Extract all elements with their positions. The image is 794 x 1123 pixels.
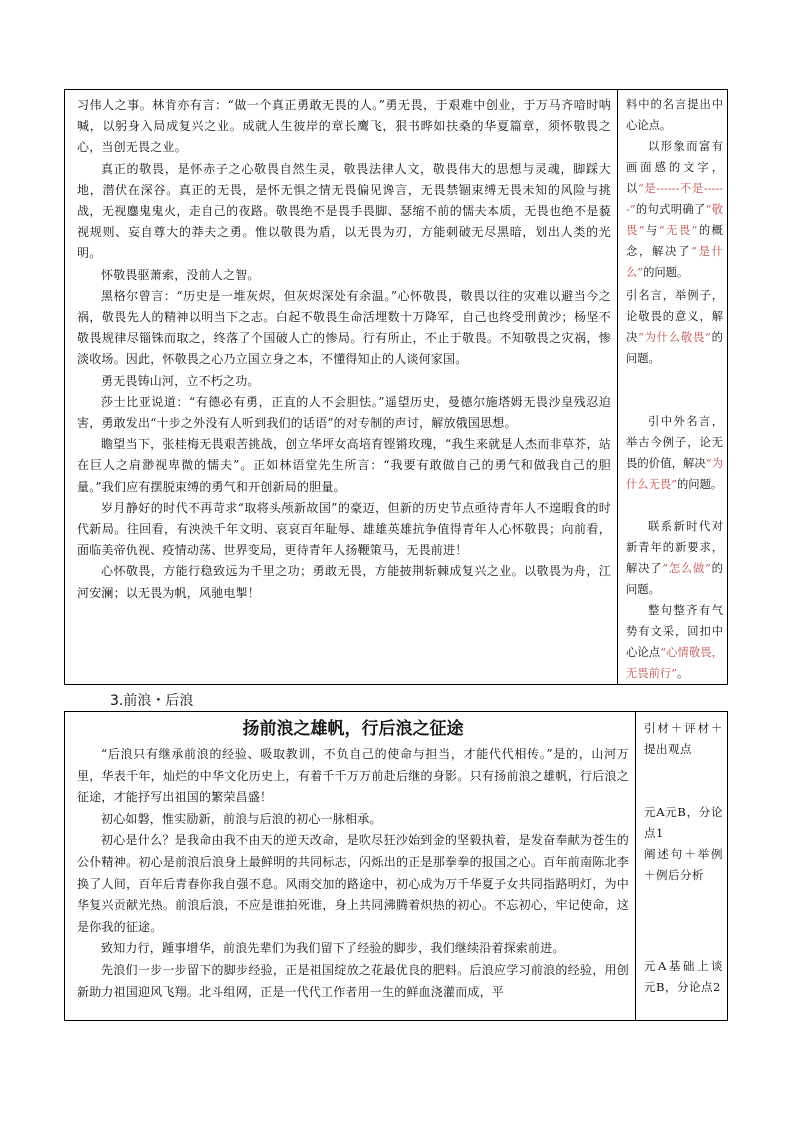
essay-paragraph: 初心如磐，惟实励新，前浪与后浪的初心一脉相承。 bbox=[101, 811, 382, 826]
essay-table-1 bbox=[64, 89, 728, 685]
essay-paragraph: “后浪只有继承前浪的经验、吸取教训，不负自己的使命与担当，才能代代相传。”是的，山河万里，华表千年，灿烂的中华文化历史上，有着千千万万前赴后继的身影。只有扬前浪之雄帆，行后浪之征途，才能抒写出祖国的繁荣昌盛！ bbox=[77, 747, 629, 805]
essay-paragraph: 怀敬畏驱萧索，没前人之智。 bbox=[101, 267, 260, 282]
comment-column bbox=[635, 712, 729, 1020]
quoted-keyword: “是什么” bbox=[626, 245, 723, 279]
comment-note: 引材＋评材＋提出观点 bbox=[644, 721, 723, 756]
essay-paragraph: 黑格尔曾言：“历史是一堆灰烬，但灰烬深处有余温。”心怀敬畏，敬畏以往的灾难以避当今之祸，敬畏先人的精神以明当下之志。白起不敬畏生命活埋数十万降军，自己也终受刑黄沙；杨坚不敬畏规律尽锱铢而取之，终落了个国破人亡的惨局。行有所止，不止于敬畏。不知敬畏之灾祸，惨淡收场。因此，怀敬畏之心乃立国立身之本，不懂得知止的人谈何家国。 bbox=[77, 288, 611, 367]
essay-paragraph: 心怀敬畏，方能行稳致远为千里之功；勇敢无畏，方能披荆斩棘成复兴之业。以敬畏为舟，江河安澜；以无畏为帆，风驰电掣！ bbox=[77, 564, 611, 600]
essay-paragraph: 勇无畏铸山河，立不朽之功。 bbox=[101, 373, 260, 388]
essay-paragraph: 瞻望当下，张桂梅无畏艰苦挑战，创立华坪女高培育铿锵玫瑰，“我生来就是人杰而非草芥，站在巨人之肩渺视卑微的懦夫”。正如林语堂先生所言：“我要有敢做自己的勇气和做我自己的胆量。”我们应有摆脱束缚的勇气和开创新局的胆量。 bbox=[77, 437, 611, 494]
essay-text-column bbox=[65, 712, 635, 1020]
comment-note: 料中的名言提出中心论点。 bbox=[626, 98, 723, 132]
essay-table-2 bbox=[64, 711, 728, 1021]
comment-note: 元A元B，分论点1 bbox=[644, 805, 723, 840]
comment-note: 元A基础上谈元B，分论点2 bbox=[644, 959, 723, 994]
essay-title: 扬前浪之雄帆，行后浪之征途 bbox=[242, 719, 464, 739]
comment-note: 联系新时代对新青年的新要求，解决了“怎么做”的问题。 bbox=[626, 520, 723, 596]
essay-paragraph: 先浪们一步一步留下的脚步经验，正是祖国绽放之花最优良的肥料。后浪应学习前浪的经验，用创新助力祖国迎风飞翔。北斗组网，正是一代代工作者用一生的鲜血浇灌而成，平 bbox=[77, 962, 629, 999]
comment-note: 以形象而富有画面感的文字，以“是------不是------”的句式明确了“敬畏”与“无畏”的概念，解决了“是什么”的问题。 bbox=[626, 140, 723, 279]
comment-note: 引名言，举例子，论敬畏的意义，解决“为什么敬畏”的问题。 bbox=[626, 289, 723, 365]
quoted-keyword: “是------不是------” bbox=[626, 182, 723, 216]
quoted-keyword: “心情敬畏，无畏前行” bbox=[626, 646, 723, 680]
section-heading: 3.前浪・后浪 bbox=[110, 693, 194, 709]
quoted-keyword: “怎么做” bbox=[662, 562, 711, 575]
essay-paragraph: 真正的敬畏，是怀赤子之心敬畏自然生灵，敬畏法律人文，敬畏伟大的思想与灵魂，脚踩大地，潜伏在深谷。真正的无畏，是怀无惧之情无畏偏见谗言，无畏禁锢束缚无畏未知的风险与挑战，无视鏖鬼鬼火，走自己的夜路。敬畏绝不是畏手畏脚、瑟缩不前的懦夫本质，无畏也绝不是藐视规则、妄自尊大的莽夫之勇。惟以敬畏为盾，以无畏为刃，方能刺破无尽黑暗，划出人类的光明。 bbox=[77, 161, 611, 261]
quoted-keyword: “为什么敬畏” bbox=[638, 331, 711, 344]
quoted-keyword: “无畏” bbox=[658, 224, 698, 237]
comment-column bbox=[617, 90, 729, 684]
essay-paragraph: 致知力行，踵事增华，前浪先辈们为我们留下了经验的脚步，我们继续沿着探索前进。 bbox=[101, 941, 565, 956]
quoted-keyword: “为什么无畏” bbox=[626, 457, 723, 491]
comment-note: 整句整齐有气势有文采，回扣中心论点“心情敬畏，无畏前行”。 bbox=[626, 604, 723, 680]
essay-text-column bbox=[65, 90, 617, 684]
comment-note: 阐述句＋举例＋例后分析 bbox=[644, 847, 723, 882]
essay-paragraph: 岁月静好的时代不再苛求“取将头颅新故国”的豪迈，但新的历史节点亟待青年人不遑暇食的时代新局。往回看，有泱泱千年文明、哀哀百年耻辱、雄雄英雄抗争值得青年人心怀敬畏；向前看，面临美帝仇视、疫情动荡、世界变局，更待青年人扬鞭策马，无畏前进！ bbox=[77, 500, 611, 558]
essay-paragraph: 习伟人之事。林肯亦有言：“做一个真正勇敢无畏的人。”勇无畏，于艰难中创业，于万马齐喑时呐喊，以躬身入局成复兴之业。成就人生彼岸的章长鹰飞，狠书晔如扶桑的华夏篇章，须怀敬畏之心，当创无畏之业。 bbox=[77, 98, 611, 155]
essay-paragraph: 初心是什么？是我命由我不由天的逆天改命，是吹尽狂沙始到金的坚毅执着，是发奋奉献为苍生的公仆精神。初心是前浪后浪身上最鲜明的共同标志，闪烁出的正是那拳拳的报国之心。百年前南陈北李换了人间，百年后青春你我自强不息。风雨交加的路途中，初心成为万千华夏子女共同指路明灯，为中华复兴贡献光热。前浪后浪，不应是谁拍死谁，身上共同沸腾着炽热的初心。不忘初心，牢记使命，这是你我的征途。 bbox=[77, 833, 629, 934]
quoted-keyword: “敬畏” bbox=[626, 203, 723, 237]
essay-paragraph: 莎士比亚说道：“有德必有勇，正直的人不会胆怯。”遥望历史，曼德尔施塔姆无畏沙皇残忍迫害，勇敢发出“十步之外没有人听到我们的话语”的对专制的声讨，解放俄国思想。 bbox=[77, 394, 611, 431]
comment-note: 引中外名言，举古今例子，论无畏的价值，解决“为什么无畏”的问题。 bbox=[626, 415, 723, 491]
